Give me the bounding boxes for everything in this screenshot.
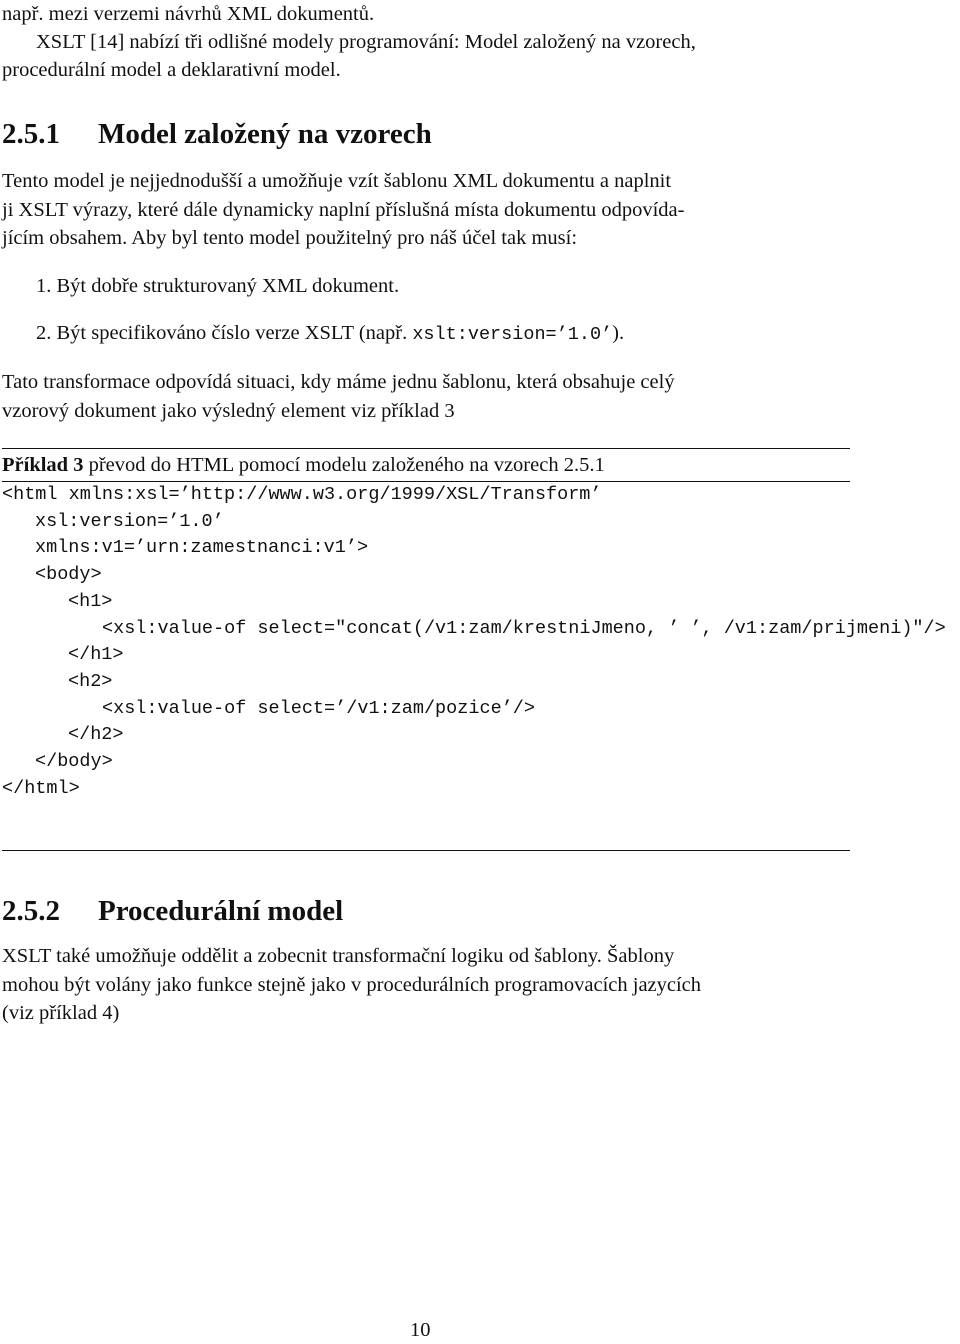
code-line-5: <h1> xyxy=(68,591,113,612)
section-heading-2-5-2 xyxy=(2,893,343,929)
para2-line-1: Tato transformace odpovídá situaci, kdy máme jednu šablonu, která obsahuje celý xyxy=(2,371,675,393)
example-caption xyxy=(2,451,605,479)
para1-line-2: ji XSLT výrazy, které dále dynamicky naplní příslušná místa dokumentu odpovída- xyxy=(2,199,685,221)
para1-line-1: Tento model je nejjednodušší a umožňuje vzít šablonu XML dokumentu a naplnit xyxy=(2,170,672,192)
intro-line-1: např. mezi verzemi návrhů XML dokumentů. xyxy=(2,3,375,25)
list-item-number: 1. xyxy=(36,275,52,297)
code-line-6: <xsl:value-of select="concat(/v1:zam/krestniJmeno, ’ ’, /v1:zam/prijmeni)"/> xyxy=(102,618,946,639)
code-line-2: xsl:version=’1.0’ xyxy=(35,511,224,532)
list-item-text: Být dobře strukturovaný XML dokument. xyxy=(56,275,400,297)
section-title: Model založený na vzorech xyxy=(98,118,432,150)
para1-line-3: jícím obsahem. Aby byl tento model použitelný pro náš účel tak musí: xyxy=(2,227,578,249)
list-item-end: ). xyxy=(612,322,625,344)
section-heading-2-5-1 xyxy=(2,116,432,152)
code-line-3: xmlns:v1=’urn:zamestnanci:v1’> xyxy=(35,537,369,558)
list-item-text: Být specifikováno číslo verze XSLT (např. xyxy=(56,322,408,344)
example-caption-text: převod do HTML pomocí modelu založeného na vzorech 2.5.1 xyxy=(88,454,605,476)
code-line-11: </body> xyxy=(35,751,113,772)
section2-para-line-3: (viz příklad 4) xyxy=(2,1002,120,1024)
example-label: Příklad 3 xyxy=(2,454,84,476)
intro-line-3: procedurální model a deklarativní model. xyxy=(2,59,341,81)
section-title: Procedurální model xyxy=(98,895,344,927)
example-top-rule xyxy=(2,448,850,449)
list-item-number: 2. xyxy=(36,322,52,344)
code-line-7: </h1> xyxy=(68,644,124,665)
code-line-12: </html> xyxy=(2,778,80,799)
code-line-9: <xsl:value-of select=’/v1:zam/pozice’/> xyxy=(102,698,535,719)
example-bottom-rule xyxy=(2,850,850,851)
code-line-8: <h2> xyxy=(68,671,113,692)
para2-line-2: vzorový dokument jako výsledný element viz příklad 3 xyxy=(2,400,455,422)
section2-para-line-1: XSLT také umožňuje oddělit a zobecnit transformační logiku od šablony. Šablony xyxy=(2,945,675,967)
page-number: 10 xyxy=(410,1319,431,1341)
section-number: 2.5.2 xyxy=(2,895,60,927)
code-line-4: <body> xyxy=(35,564,102,585)
section2-para-line-2: mohou být volány jako funkce stejně jako v procedurálních programovacích jazycích xyxy=(2,974,702,996)
inline-code: xslt:version=’1.0’ xyxy=(412,324,613,345)
intro-line-2: XSLT [14] nabízí tři odlišné modely programování: Model založený na vzorech, xyxy=(36,31,696,53)
code-line-10: </h2> xyxy=(68,724,124,745)
list-item-1 xyxy=(36,272,399,300)
section-number: 2.5.1 xyxy=(2,118,60,150)
code-line-1: <html xmlns:xsl=’http://www.w3.org/1999/XSL/Transform’ xyxy=(2,484,602,505)
list-item-2 xyxy=(36,319,624,349)
